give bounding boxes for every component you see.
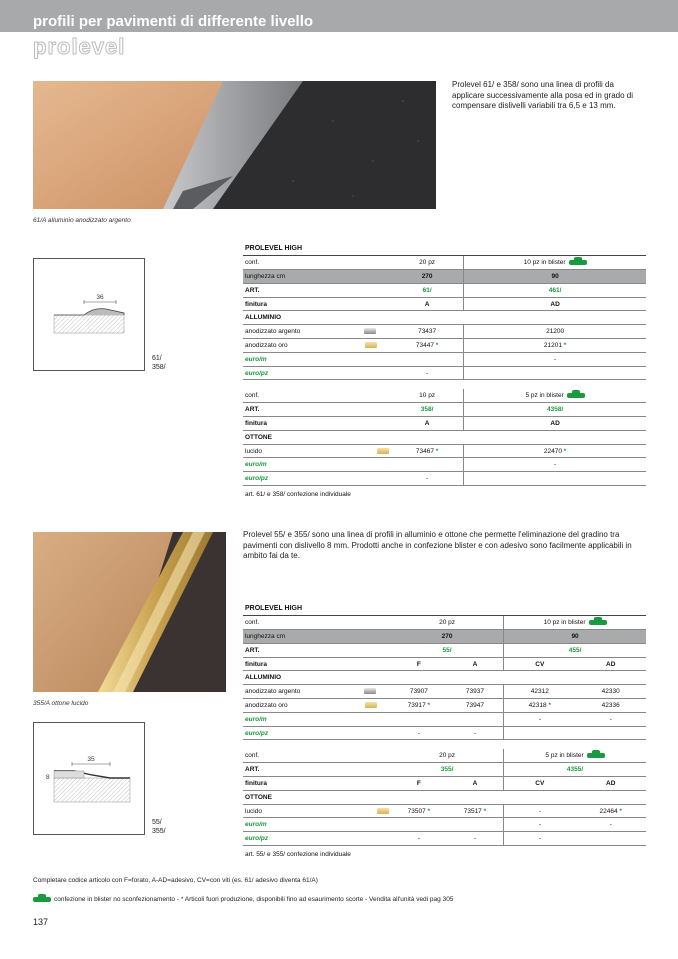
code-cell: 73947 <box>447 699 504 713</box>
code-cell: 73507 * <box>391 804 447 818</box>
art-label: ART. <box>243 403 391 417</box>
table-row: anodizzato argento <box>243 325 391 339</box>
price-cell <box>391 818 447 832</box>
code-cell: - <box>504 804 576 818</box>
code-cell: 22464 * <box>575 804 646 818</box>
product-photo-1 <box>33 81 436 209</box>
material-header: OTTONE <box>243 430 646 444</box>
euro-pz-label: euro/pz <box>243 366 391 380</box>
art-label: ART. <box>243 643 391 657</box>
material-header: OTTONE <box>243 790 646 804</box>
price-cell <box>447 712 504 726</box>
table-note: art. 55/ e 355/ confezione individuale <box>245 850 351 858</box>
euro-m-label: euro/m <box>243 818 391 832</box>
conf-label: conf. <box>243 256 391 270</box>
code-cell: 73917 * <box>391 699 447 713</box>
conf-blister: 5 pz in blister <box>504 749 646 763</box>
code-cell: 73517 * <box>447 804 504 818</box>
finish-value: CV <box>504 657 576 671</box>
finish-value: A <box>447 657 504 671</box>
price-cell: - <box>391 472 464 486</box>
price-cell: - <box>504 832 576 846</box>
code-cell: 22470 * <box>464 444 646 458</box>
code-cell: 73937 <box>447 685 504 699</box>
price-cell: - <box>575 712 646 726</box>
price-cell <box>447 818 504 832</box>
length-label: lunghezza cm <box>243 270 391 284</box>
length-label: lunghezza cm <box>243 630 391 644</box>
gold-swatch-icon <box>365 342 377 348</box>
art-code: 61/ <box>391 283 464 297</box>
price-cell: - <box>447 832 504 846</box>
conf-blister: 10 pz in blister <box>464 256 646 270</box>
code-cell: 73447 * <box>391 339 464 353</box>
blister-icon <box>589 620 607 625</box>
footer-note-legend: confezione in blister no sconfezionamento - * Articoli fuori produzione, disponibili fino ad esaurimento scorte - Vendita all'unità vedi pag 305 <box>33 896 453 903</box>
price-cell: - <box>464 458 646 472</box>
price-cell: - <box>391 366 464 380</box>
diagram-height: 8 <box>46 774 50 781</box>
art-code: 355/ <box>391 763 504 777</box>
price-table-2 <box>243 602 646 859</box>
intro-text-2: Prolevel 55/ e 355/ sono una linea di profili in alluminio e ottone che permette l'eliminazione del gradino tra pavimenti con dislivello 8 mm. Prodotti anche in confezione blister e con adesivo sono facilmente applicabili in ambito fai da te. <box>243 530 632 560</box>
length-value: 90 <box>464 270 646 284</box>
code-cell: 42330 <box>575 685 646 699</box>
code-cell: 73907 <box>391 685 447 699</box>
finish-label: finitura <box>243 657 391 671</box>
conf-label: conf. <box>243 389 391 403</box>
finish-value: F <box>391 657 447 671</box>
art-code: 461/ <box>464 283 646 297</box>
price-cell <box>391 712 447 726</box>
price-cell: - <box>504 712 576 726</box>
diagram-dimension: 35 <box>87 756 95 763</box>
finish-value: A <box>391 297 464 311</box>
table-title: PROLEVEL HIGH <box>243 602 646 616</box>
price-cell <box>575 726 646 740</box>
code-cell: 73467 * <box>391 444 464 458</box>
euro-pz-label: euro/pz <box>243 472 391 486</box>
finish-value: F <box>391 777 447 791</box>
material-header: ALLUMINIO <box>243 311 646 325</box>
conf-value: 20 pz <box>391 749 504 763</box>
price-cell: - <box>575 818 646 832</box>
gold-swatch-icon <box>365 702 377 708</box>
gold-swatch-icon <box>377 448 389 454</box>
page-title: profili per pavimenti di differente livello <box>33 13 314 30</box>
footer-note-codes: Completare codice articolo con F=forato, A-AD=adesivo, CV=con viti (es. 61/ adesivo diventa 61/A) <box>33 877 318 884</box>
brand-title: prolevel <box>33 34 126 59</box>
price-cell <box>504 726 576 740</box>
price-table-1 <box>243 242 646 499</box>
table-row: lucido <box>243 444 391 458</box>
art-code: 4355/ <box>504 763 646 777</box>
profile-diagram-1 <box>33 258 145 371</box>
code-cell: 42318 * <box>504 699 576 713</box>
finish-value: AD <box>575 777 646 791</box>
art-code: 55/ <box>391 643 504 657</box>
blister-icon <box>33 897 51 902</box>
code-cell: 21201 * <box>464 339 646 353</box>
profile-diagram-2 <box>33 722 145 835</box>
length-value: 90 <box>504 630 646 644</box>
article-code: 61/ <box>152 355 162 362</box>
conf-label: conf. <box>243 616 391 630</box>
euro-m-label: euro/m <box>243 458 391 472</box>
price-cell: - <box>391 832 447 846</box>
price-cell: - <box>504 818 576 832</box>
art-label: ART. <box>243 763 391 777</box>
table-row: anodizzato oro <box>243 339 391 353</box>
finish-value: A <box>391 417 464 431</box>
conf-value: 20 pz <box>391 256 464 270</box>
finish-value: AD <box>464 417 646 431</box>
finish-value: A <box>447 777 504 791</box>
gold-swatch-icon <box>377 808 389 814</box>
silver-swatch-icon <box>364 328 376 334</box>
length-value: 270 <box>391 270 464 284</box>
price-cell: - <box>464 352 646 366</box>
euro-m-label: euro/m <box>243 352 391 366</box>
conf-value: 20 pz <box>391 616 504 630</box>
art-code: 4358/ <box>464 403 646 417</box>
art-code: 455/ <box>504 643 646 657</box>
finish-value: AD <box>575 657 646 671</box>
euro-m-label: euro/m <box>243 712 391 726</box>
finish-label: finitura <box>243 777 391 791</box>
finish-label: finitura <box>243 417 391 431</box>
conf-blister: 10 pz in blister <box>504 616 646 630</box>
finish-label: finitura <box>243 297 391 311</box>
finish-value: CV <box>504 777 576 791</box>
conf-value: 10 pz <box>391 389 464 403</box>
euro-pz-label: euro/pz <box>243 726 391 740</box>
code-cell: 21200 <box>464 325 646 339</box>
code-cell: 73437 <box>391 325 464 339</box>
art-label: ART. <box>243 283 391 297</box>
table-row: anodizzato argento <box>243 685 391 699</box>
conf-blister: 5 pz in blister <box>464 389 646 403</box>
length-value: 270 <box>391 630 504 644</box>
table-row: lucido <box>243 804 391 818</box>
code-cell: 42312 <box>504 685 576 699</box>
silver-swatch-icon <box>364 688 376 694</box>
blister-icon <box>587 753 605 758</box>
price-cell: - <box>447 726 504 740</box>
table-row: anodizzato oro <box>243 699 391 713</box>
price-cell <box>575 832 646 846</box>
article-code: 358/ <box>152 364 166 371</box>
price-cell: - <box>391 726 447 740</box>
diagram-dimension: 36 <box>96 294 104 301</box>
photo-caption-2: 355/A ottone lucido <box>33 700 89 707</box>
page-number: 137 <box>33 917 49 927</box>
table-title: PROLEVEL HIGH <box>243 242 646 256</box>
article-codes-1 <box>152 354 166 372</box>
product-photo-2 <box>33 532 226 692</box>
intro-text-1: Prolevel 61/ e 358/ sono una linea di profili da applicare successivamente alla posa ed in grado di compensare dislivelli variabili tra 6,5 e 13 mm. <box>452 80 633 110</box>
article-code: 55/ <box>152 819 162 826</box>
photo-caption-1: 61/A alluminio anodizzato argento <box>33 217 131 224</box>
code-cell: 42336 <box>575 699 646 713</box>
article-code: 355/ <box>152 828 166 835</box>
article-codes-2 <box>152 818 166 836</box>
table-note: art. 61/ e 358/ confezione individuale <box>245 490 351 498</box>
blister-icon <box>569 260 587 265</box>
art-code: 358/ <box>391 403 464 417</box>
euro-pz-label: euro/pz <box>243 832 391 846</box>
finish-value: AD <box>464 297 646 311</box>
blister-icon <box>567 393 585 398</box>
material-header: ALLUMINIO <box>243 671 646 685</box>
conf-label: conf. <box>243 749 391 763</box>
